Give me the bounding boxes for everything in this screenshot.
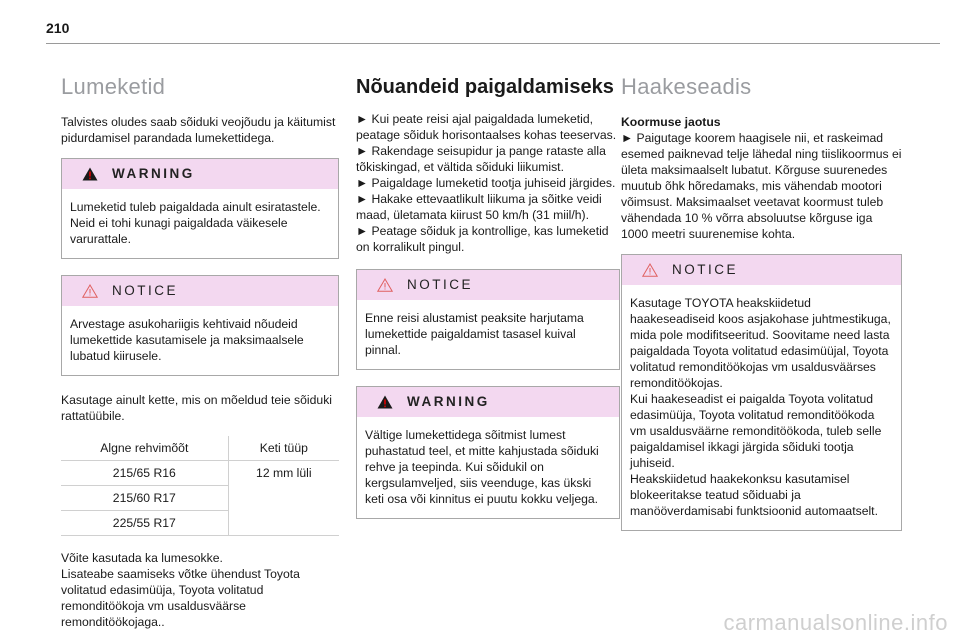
snow-chains-intro: Talvistes oludes saab sõiduki veojõudu ja käitumist pidurdamisel parandada lumekettidega. (61, 115, 336, 145)
notice-label: NOTICE (112, 283, 179, 298)
notice-box-header (622, 255, 901, 285)
tire-size-cell: 215/60 R17 (61, 486, 228, 511)
bullet-item: ► Peatage sõiduk ja kontrollige, kas lumeketid on korralikult pingul. (356, 224, 609, 254)
table-header-chain-type: Keti tüüp (228, 436, 339, 461)
bullet-item: ► Paigaldage lumeketid tootja juhiseid järgides. (356, 176, 616, 190)
warning-box (356, 386, 620, 519)
warning-text: Vältige lumekettidega sõitmist lumest puhastatud teel, et mitte kahjustada sõiduki rehve ja teepinda. Kui sõidukil on kergsulamveljed, siis veenduge, kas ükski keti osa või kinnitus ei puutu kokku veljega. (365, 428, 599, 506)
top-divider (46, 43, 940, 44)
watermark: carmanualsonline.info (723, 610, 948, 635)
section-heading-installation-tips: Nõuandeid paigaldamiseks (356, 76, 614, 98)
page-number: 210 (46, 20, 70, 36)
table-row (61, 461, 339, 486)
warning-label: WARNING (112, 166, 195, 181)
bullet-item: ► Hakake ettevaatlikult liikuma ja sõitke veidi maad, ületamata kiirust 50 km/h (31 miil/h). (356, 192, 602, 222)
tire-size-cell: 225/55 R17 (61, 511, 228, 536)
warning-box (61, 158, 339, 259)
notice-text: Arvestage asukohariigis kehtivaid nõudeid lumekettide kasutamisele ja maksimaalsele lubatud kiirusele. (70, 317, 304, 363)
outro-line: Lisateabe saamiseks võtke ühendust Toyota volitatud edasimüüja, Toyota volitatud remonditöökoja vm usaldusväärse remonditöökojaga.. (61, 567, 300, 629)
warning-text: Lumeketid tuleb paigaldada ainult esiratastele. Neid ei tohi kunagi paigaldada väikesele varurattale. (70, 200, 321, 246)
installation-bullets (356, 111, 620, 255)
snow-chains-outro (61, 550, 339, 630)
bullet-item: ► Kui peate reisi ajal paigaldada lumeketid, peatage sõiduk horisontaalses kohas teeservas. (356, 112, 617, 142)
notice-label: NOTICE (407, 277, 474, 292)
notice-label: NOTICE (672, 262, 739, 277)
column-installation-tips (356, 70, 620, 535)
warning-box-header (62, 159, 338, 189)
outro-line: Võite kasutada ka lumesokke. (61, 551, 223, 565)
warning-triangle-icon (377, 395, 393, 409)
column-towing-device (621, 70, 902, 547)
chain-type-cell: 12 mm lüli (228, 461, 339, 536)
bullet-item: ► Rakendage seisupidur ja pange rataste alla tõkiskingad, et vältida sõiduki liikumist. (356, 144, 606, 174)
notice-line: Kui haakeseadist ei paigalda Toyota volitatud edasimüüja, Toyota volitatud remonditöökoda vm usaldusväärne remonditöökoda, tuleb selle paigaldamisel ikkagi järgida sõiduki tootja juhiseid. (630, 392, 882, 470)
column-snow-chains (61, 70, 339, 630)
tire-size-cell: 215/65 R16 (61, 461, 228, 486)
notice-box (61, 275, 339, 376)
warning-triangle-icon (82, 167, 98, 181)
load-distribution-text: ► Paigutage koorem haagisele nii, et raskeimad esemed paiknevad telje lähedal ning tiislikoormus ei ületa maksimaalselt lubatut. Kõrguse suurenedes muutub õhk hõredamaks, mis vähendab mootori võimsust. Maksimaalset veetavat koormust tuleb vähendada 10 % võrra absoluutse kõrguse iga 1000 meetri suurenemise kohta. (621, 131, 902, 241)
notice-box-header (62, 276, 338, 306)
notice-line: Heakskiidetud haakekonksu kasutamisel blokeeritakse teatud sõiduabi ja manööverdamisabi funktsioonid automaatselt. (630, 472, 878, 518)
section-heading-snow-chains: Lumeketid (61, 74, 166, 99)
notice-line: Kasutage TOYOTA heakskiidetud haakeseadiseid koos asjakohase juhtmestikuga, mida pole modifitseeritud. Soovitame need lasta paigaldada Toyota volitatud edasimüüjal, Toyota volitatud remonditöökojas vm usaldusväärses remonditöökojas. (630, 296, 891, 390)
notice-text (622, 285, 901, 530)
table-header-tire-size: Algne rehvimõõt (61, 436, 228, 461)
notice-triangle-icon (82, 284, 98, 298)
notice-triangle-icon (377, 278, 393, 292)
load-distribution-subheading: Koormuse jaotus (621, 115, 721, 129)
table-intro: Kasutage ainult kette, mis on mõeldud teie sõiduki rattatüübile. (61, 393, 332, 423)
notice-box (621, 254, 902, 531)
section-heading-towing-device: Haakeseadis (621, 74, 752, 99)
tire-chain-table (61, 436, 339, 536)
warning-box-header (357, 387, 619, 417)
notice-box-header (357, 270, 619, 300)
table-header-row (61, 436, 339, 461)
notice-box (356, 269, 620, 370)
notice-triangle-icon (642, 263, 658, 277)
warning-label: WARNING (407, 394, 490, 409)
notice-text: Enne reisi alustamist peaksite harjutama lumekettide paigaldamist tasasel kuival pinnal. (365, 311, 584, 357)
